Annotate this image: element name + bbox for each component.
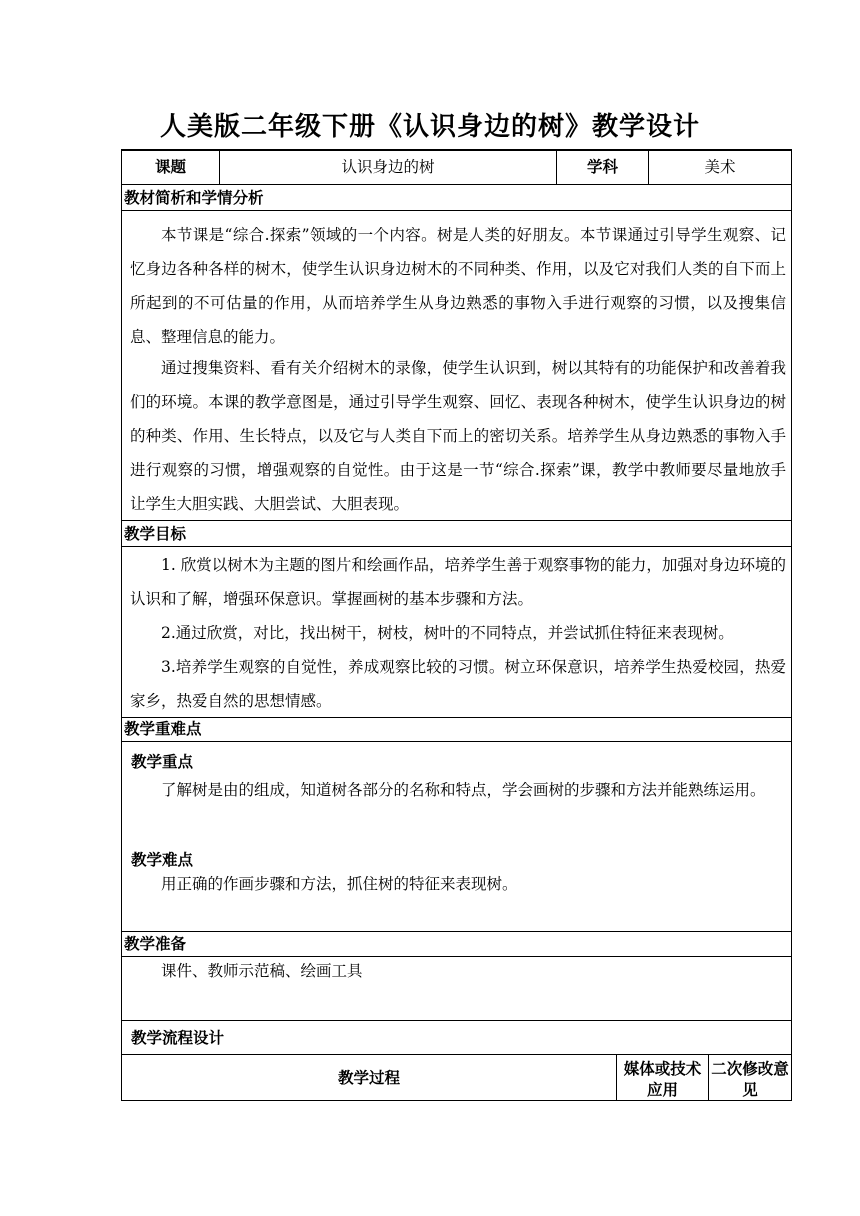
section-heading-key-points: 教学重难点 [124, 719, 202, 738]
row-divider [121, 184, 792, 185]
analysis-paragraph-2: 通过搜集资料、看有关介绍树木的录像，使学生认识到，树以其特有的功能保护和改善着我们的环境。本课的教学意图是，通过引导学生观察、回忆、表现各种树木，使学生认识身边的树的种类、作用、生长特点，以及它与人类自下而上的密切关系。培养学生从身边熟悉的事物入手进行观察的习惯，增强观察的自觉性。由于这是一节“综合.探索”课，教学中教师要尽量地放手让学生大胆实践、大胆尝试、大胆表现。 [130, 359, 786, 513]
col-header-process: 教学过程 [337, 1068, 400, 1087]
row-divider [121, 741, 792, 742]
difficulty-label: 教学难点 [131, 850, 194, 869]
table-top-border [121, 149, 792, 151]
col-header-media: 媒体或技术应用 [623, 1059, 702, 1099]
topic-value: 认识身边的树 [341, 158, 435, 176]
objective-item: 1. 欣赏以树木为主题的图片和绘画作品，培养学生善于观察事物的能力，加强对身边环境的认识和了解，增强环保意识。掌握画树的基本步骤和方法。 [130, 556, 786, 608]
section-heading-flow: 教学流程设计 [131, 1028, 225, 1047]
row-divider [121, 546, 792, 547]
subject-label: 学科 [586, 157, 618, 176]
analysis-paragraph-1: 本节课是“综合.探索”领域的一个内容。树是人类的好朋友。本节课通过引导学生观察、记忆身边各种各样的树木，使学生认识身边树木的不同种类、作用，以及它对我们人类的自下而上所起到的不可估量的作用，从而培养学生从身边熟悉的事物入手进行观察的习惯，以及搜集信息、整理信息的能力。 [130, 226, 786, 346]
table-right-border [791, 149, 792, 1101]
row-divider [121, 210, 792, 211]
topic-label: 课题 [154, 157, 186, 176]
table-left-border [121, 149, 122, 1101]
difficulty-text: 用正确的作画步骤和方法，抓住树的特征来表现树。 [161, 875, 518, 893]
focus-text: 了解树是由的组成，知道树各部分的名称和特点，学会画树的步骤和方法并能熟练运用。 [161, 781, 766, 799]
objective-item: 3.培养学生观察的自觉性，养成观察比较的习惯。树立环保意识，培养学生热爱校园，热爱家乡，热爱自然的思想情感。 [130, 658, 786, 710]
preparation-text: 课件、教师示范稿、绘画工具 [161, 962, 363, 980]
section-heading-preparation: 教学准备 [124, 934, 187, 953]
objective-item: 2.通过欣赏，对比，找出树干，树枝，树叶的不同特点，并尝试抓住特征来表现树。 [161, 624, 734, 642]
document-title: 人美版二年级下册《认识身边的树》教学设计 [159, 112, 700, 142]
row-divider [121, 931, 792, 932]
row-divider [121, 1054, 792, 1055]
table-bottom-border [121, 1100, 792, 1101]
row-divider [121, 1020, 792, 1021]
col-header-revision: 二次修改意见 [711, 1059, 789, 1099]
focus-label: 教学重点 [131, 752, 194, 771]
section-heading-objectives: 教学目标 [124, 524, 187, 543]
subject-value: 美术 [704, 158, 736, 176]
section-heading-analysis: 教材简析和学情分析 [124, 188, 264, 207]
